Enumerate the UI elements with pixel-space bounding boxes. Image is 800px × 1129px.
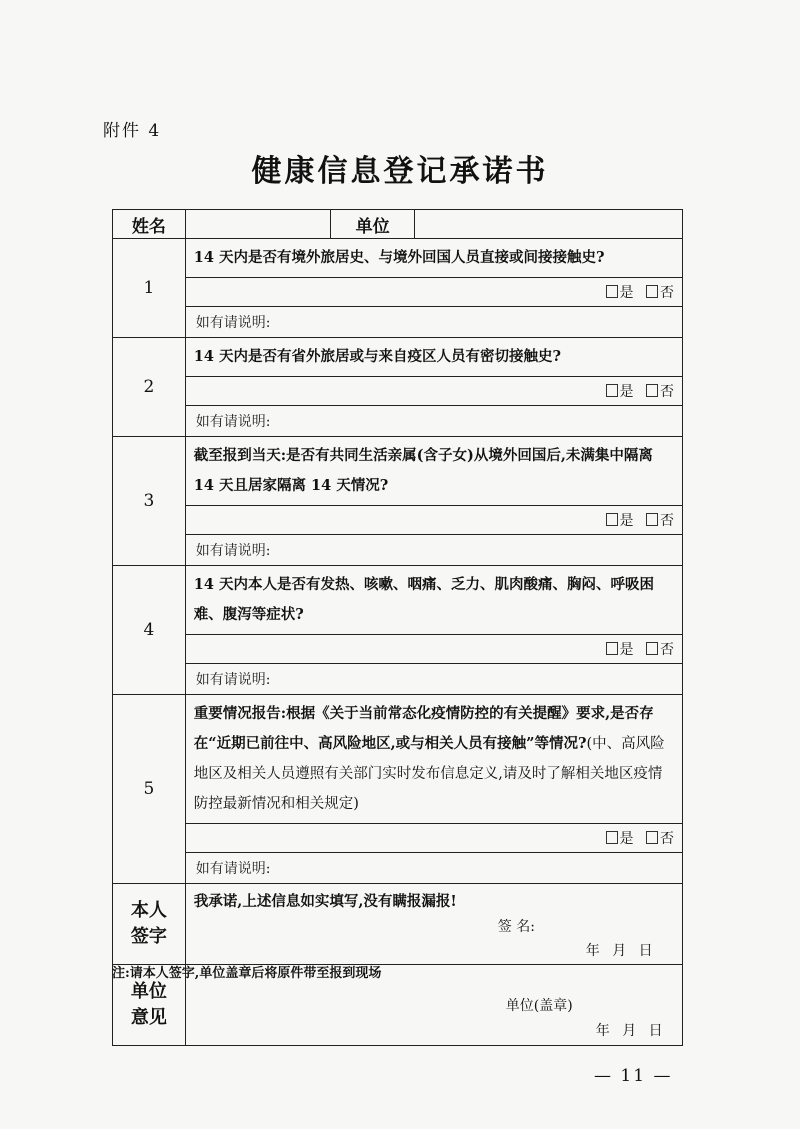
unit-label: 单位 — [331, 210, 415, 239]
signature-field[interactable] — [185, 884, 682, 965]
page-number: — 11 — — [594, 1066, 673, 1086]
checkbox-icon — [606, 831, 618, 844]
explain-field[interactable]: 如有请说明: — [185, 853, 682, 884]
question-number: 2 — [113, 338, 186, 437]
yes-no-choice — [185, 377, 682, 406]
yes-checkbox[interactable]: 是 — [606, 384, 634, 400]
sign-date: 年 月 日 — [585, 943, 653, 959]
promise-text: 我承诺,上述信息如实填写,没有瞒报漏报! — [193, 893, 457, 910]
question-number: 1 — [113, 239, 186, 338]
checkbox-icon — [606, 285, 618, 298]
name-field[interactable] — [185, 210, 330, 239]
checkbox-icon — [646, 831, 658, 844]
question-number: 3 — [113, 437, 186, 566]
no-checkbox[interactable]: 否 — [646, 384, 674, 400]
yes-no-choice — [185, 635, 682, 664]
page-title: 健康信息登记承诺书 — [251, 154, 549, 189]
question-number: 5 — [113, 695, 186, 884]
question-note: (中、高风险地区及相关人员遵照有关部门实时发布信息定义,请及时了解相关地区疫情防控最新情况和相关规定) — [193, 736, 665, 812]
explain-field[interactable]: 如有请说明: — [185, 535, 682, 566]
question-text: 截至报到当天:是否有共同生活亲属(含子女)从境外回国后,未满集中隔离 14 天且居家隔离 14 天情况? — [185, 437, 682, 506]
checkbox-icon — [646, 642, 658, 655]
yes-checkbox[interactable]: 是 — [606, 285, 634, 301]
no-checkbox[interactable]: 否 — [646, 642, 674, 658]
footnote: 注:请本人签字,单位盖章后将原件带至报到现场 — [112, 966, 382, 981]
unit-field[interactable] — [414, 210, 682, 239]
checkbox-icon — [606, 642, 618, 655]
yes-no-choice — [185, 506, 682, 535]
yes-no-choice — [185, 278, 682, 307]
yes-checkbox[interactable]: 是 — [606, 513, 634, 529]
no-checkbox[interactable]: 否 — [646, 831, 674, 847]
health-registration-form — [112, 209, 683, 1046]
unit-opinion-label: 单位 意见 — [113, 965, 186, 1046]
question-text: 14 天内是否有境外旅居史、与境外回国人员直接或间接接触史? — [185, 239, 682, 278]
attachment-label: 附件 4 — [103, 121, 162, 141]
signature-label: 本人 签字 — [113, 884, 186, 965]
checkbox-icon — [646, 384, 658, 397]
yes-checkbox[interactable]: 是 — [606, 642, 634, 658]
question-number: 4 — [113, 566, 186, 695]
sign-label: 签 名: — [497, 919, 535, 935]
seal-label: 单位(盖章) — [505, 998, 573, 1014]
yes-checkbox[interactable]: 是 — [606, 831, 634, 847]
question-text: 14 天内本人是否有发热、咳嗽、咽痛、乏力、肌肉酸痛、胸闷、呼吸困难、腹泻等症状? — [185, 566, 682, 635]
no-checkbox[interactable]: 否 — [646, 513, 674, 529]
yes-no-choice — [185, 824, 682, 853]
explain-field[interactable]: 如有请说明: — [185, 307, 682, 338]
seal-date: 年 月 日 — [595, 1023, 663, 1039]
no-checkbox[interactable]: 否 — [646, 285, 674, 301]
question-text: 14 天内是否有省外旅居或与来自疫区人员有密切接触史? — [185, 338, 682, 377]
explain-field[interactable]: 如有请说明: — [185, 406, 682, 437]
question-text: 重要情况报告:根据《关于当前常态化疫情防控的有关提醒》要求,是否存在“近期已前往中、高风险地区,或与相关人员有接触”等情况?(中、高风险地区及相关人员遵照有关部门实时发布信息定义,请及时了解相关地区疫情防控最新情况和相关规定) — [185, 695, 682, 824]
name-label: 姓名 — [113, 210, 186, 239]
explain-field[interactable]: 如有请说明: — [185, 664, 682, 695]
checkbox-icon — [646, 285, 658, 298]
checkbox-icon — [646, 513, 658, 526]
checkbox-icon — [606, 513, 618, 526]
checkbox-icon — [606, 384, 618, 397]
